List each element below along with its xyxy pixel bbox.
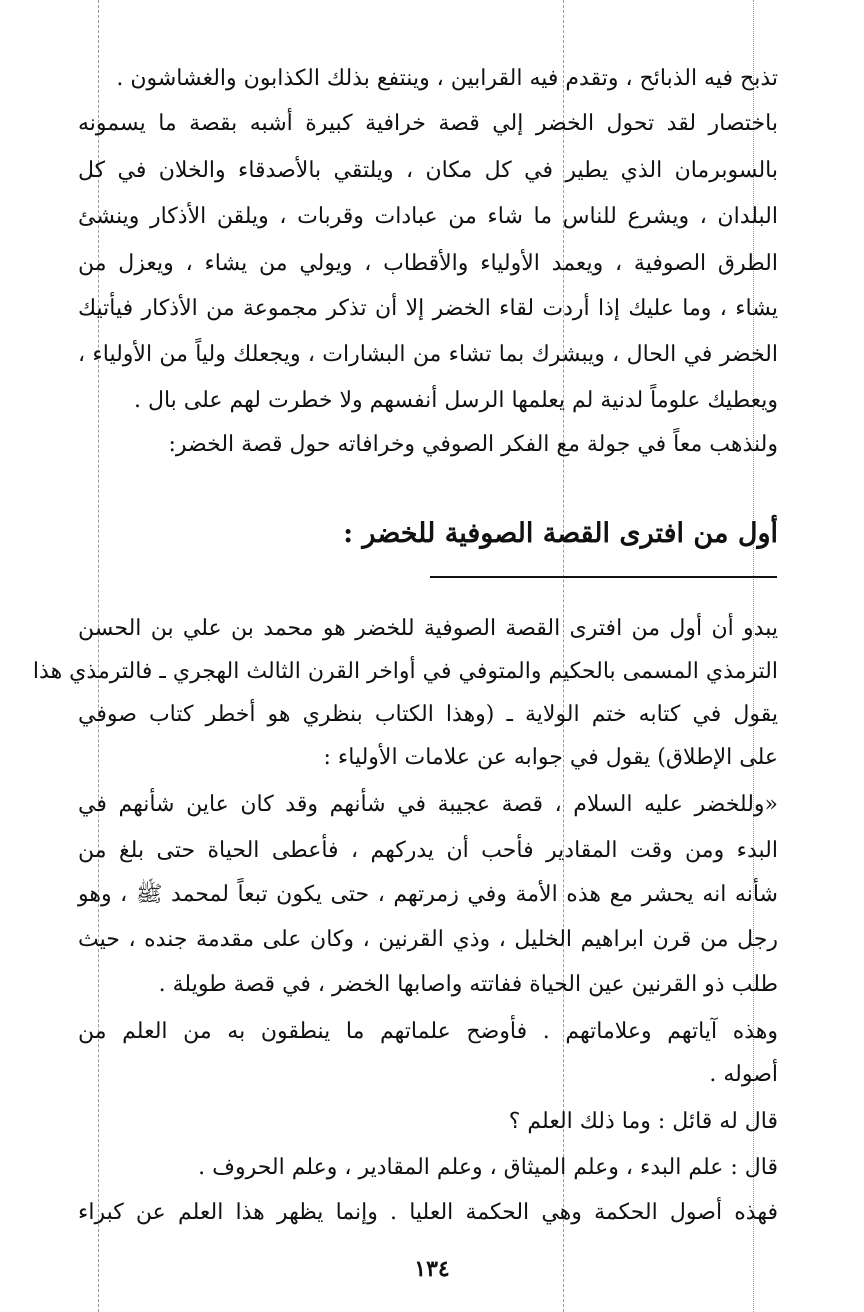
- paragraph-line: تذبح فيه الذبائح ، وتقدم فيه القرابين ، وينتفع بذلك الكذابون والغشاشون .: [116, 66, 778, 91]
- quote-line: «وللخضر عليه السلام ، قصة عجيبة في شأنهم وقد كان عاين شأنهم في: [78, 792, 778, 817]
- quote-line: فهذه أصول الحكمة وهي الحكمة العليا . وإنما يظهر هذا العلم عن كبراء: [78, 1200, 778, 1225]
- paragraph-line: على الإطلاق) يقول في جوابه عن علامات الأولياء :: [323, 745, 778, 770]
- quote-line: وهذه آياتهم وعلاماتهم . فأوضح علماتهم ما ينطقون به من العلم من: [78, 1019, 778, 1044]
- quote-line: قال : علم البدء ، وعلم الميثاق ، وعلم المقادير ، وعلم الحروف .: [198, 1155, 778, 1180]
- paragraph-line: يقول في كتابه ختم الولاية ـ (وهذا الكتاب بنظري هو أخطر كتاب صوفي: [78, 702, 778, 727]
- paragraph-line: الترمذي المسمى بالحكيم والمتوفي في أواخر القرن الثالث الهجري ـ فالترمذي هذا: [32, 659, 778, 684]
- paragraph-line: باختصار لقد تحول الخضر إلي قصة خرافية كبيرة أشبه بقصة ما يسمونه: [78, 111, 778, 136]
- paragraph-line: الطرق الصوفية ، ويعمد الأولياء والأقطاب ، ويولي من يشاء ، ويعزل من: [78, 251, 778, 276]
- paragraph-line: يبدو أن أول من افترى القصة الصوفية للخضر هو محمد بن علي بن الحسن: [78, 616, 778, 641]
- quote-line: قال له قائل : وما ذلك العلم ؟: [508, 1109, 778, 1134]
- paragraph-line: ويعطيك علوماً لدنية لم يعلمها الرسل أنفسهم ولا خطرت لهم على بال .: [133, 388, 778, 413]
- section-heading: أول من افترى القصة الصوفية للخضر :: [343, 518, 778, 549]
- paragraph-line: يشاء ، وما عليك إذا أردت لقاء الخضر إلا أن تذكر مجموعة من الأذكار فيأتيك: [78, 296, 778, 321]
- quote-line: رجل من قرن ابراهيم الخليل ، وذي القرنين ، وكان على مقدمة جنده ، حيث: [78, 927, 779, 952]
- paragraph-line: الخضر في الحال ، ويبشرك بما تشاء من البشارات ، ويجعلك ولياً من الأولياء ،: [78, 342, 778, 367]
- quote-line: البدء ومن وقت المقادير فأحب أن يدركهم ، فأعطى الحياة حتى بلغ من: [78, 838, 778, 863]
- paragraph-line: ولنذهب معاً في جولة مع الفكر الصوفي وخرافاته حول قصة الخضر:: [168, 432, 778, 457]
- heading-underline: [430, 576, 777, 578]
- page-number: ١٣٤: [414, 1256, 450, 1282]
- quote-line: شأنه انه يحشر مع هذه الأمة وفي زمرتهم ، حتى يكون تبعاً لمحمد ﷺ ، وهو: [78, 882, 778, 907]
- paragraph-line: بالسوبرمان الذي يطير في كل مكان ، ويلتقي بالأصدقاء والخلان في كل: [78, 158, 778, 183]
- quote-line: طلب ذو القرنين عين الحياة ففاتته واصابها الخضر ، في قصة طويلة .: [158, 972, 778, 997]
- paragraph-line: البلدان ، ويشرع للناس ما شاء من عبادات وقربات ، ويلقن الأذكار وينشئ: [78, 204, 778, 229]
- quote-line: أصوله .: [709, 1062, 778, 1087]
